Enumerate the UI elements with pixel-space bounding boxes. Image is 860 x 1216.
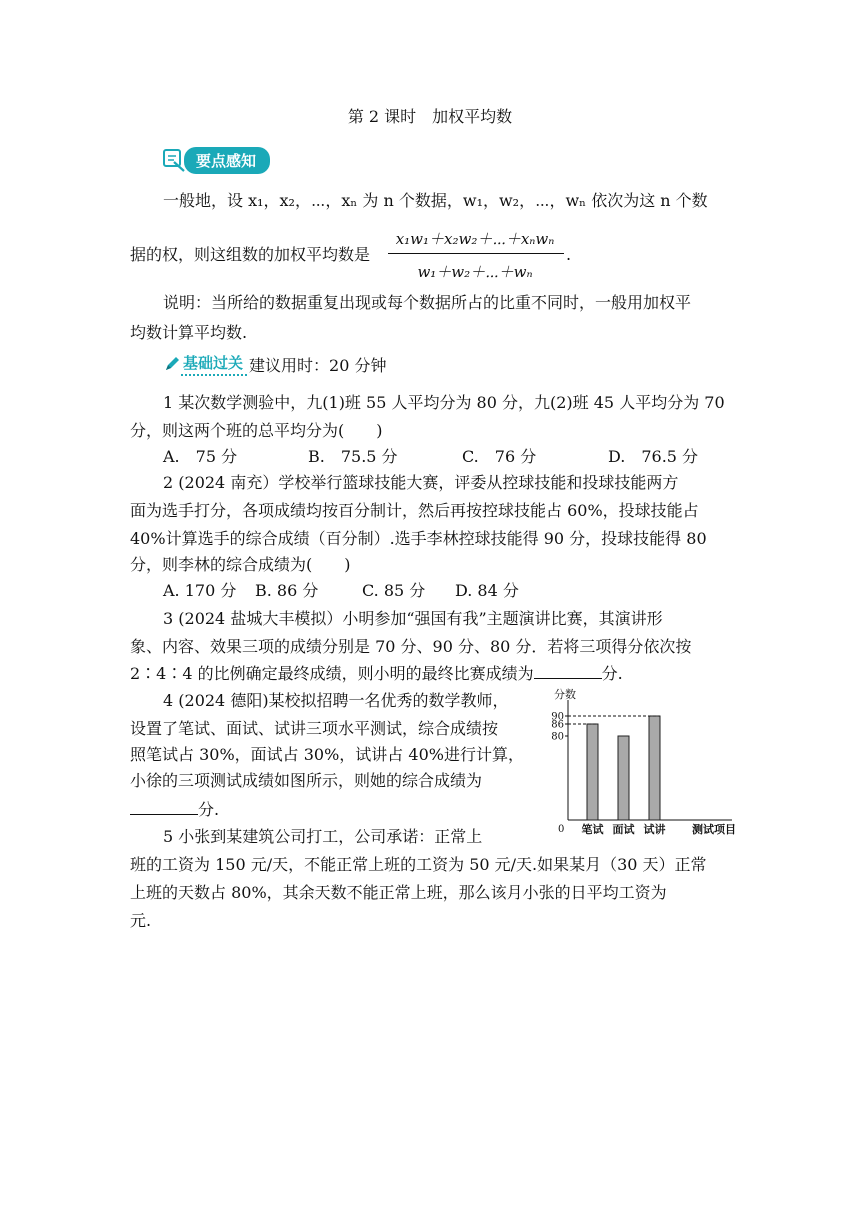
q3-answer-blank[interactable]: [534, 662, 602, 679]
y-tick-label-90: 90: [551, 711, 564, 723]
section-header-basic-practice: [163, 352, 386, 376]
q5-line-1: 5 小张到某建筑公司打工，公司承诺：正常上: [163, 827, 483, 846]
q3-line-3: [130, 662, 623, 685]
y-axis-label: 分数: [554, 688, 576, 701]
q4-answer-blank[interactable]: [130, 798, 198, 815]
x-axis-label: 测试项目: [692, 823, 736, 836]
q4-line-5: [130, 798, 219, 821]
q1-option-b: B. 75.5 分: [308, 447, 398, 466]
q2-option-c: C. 85 分: [362, 581, 426, 600]
q1-option-a: A. 75 分: [163, 447, 238, 466]
y-tick-label-80: 80: [551, 731, 564, 743]
definition-period: .: [566, 245, 572, 264]
x-tick-label-0: 笔试: [581, 823, 604, 836]
q3-line-2: 象、内容、效果三项的成绩分别是 70 分、90 分、80 分．若将三项得分依次按: [130, 637, 692, 656]
definition-line-2: 据的权，则这组数的加权平均数是: [130, 245, 371, 264]
note-line-1: 说明：当所给的数据重复出现或每个数据所占的比重不同时，一般用加权平: [163, 293, 692, 312]
note-line-2: 均数计算平均数.: [130, 323, 248, 342]
q2-option-b: B. 86 分: [255, 581, 319, 600]
q5-line-2: 班的工资为 150 元/天，不能正常上班的工资为 50 元/天.如果某月（30 天）正常: [130, 855, 707, 874]
page-title: 第 2 课时 加权平均数: [347, 107, 513, 126]
q1-line-2: 分，则这两个班的总平均分为( ): [130, 421, 383, 440]
formula-denominator: w₁＋w₂＋⋯＋wₙ: [417, 263, 533, 281]
definition-line-1: 一般地，设 x₁，x₂，⋯，xₙ 为 n 个数据，w₁，w₂，⋯，wₙ 依次为这 n 个数: [163, 191, 708, 210]
q4-unit: 分.: [198, 800, 220, 819]
q2-line-1: 2 (2024 南充）学校举行篮球技能大赛，评委从控球技能和投球技能两方: [163, 473, 679, 492]
suggested-time: 建议用时：20 分钟: [249, 355, 387, 375]
x-tick-label-1: 面试: [612, 823, 635, 836]
pencil-icon: [163, 355, 181, 373]
bar-1: [618, 736, 629, 820]
q4-line-4: 小徐的三项测试成绩如图所示，则她的综合成绩为: [130, 771, 483, 790]
q5-line-3: 上班的天数占 80%，其余天数不能正常上班，那么该月小张的日平均工资为: [130, 883, 667, 902]
section-label-key-points: 要点感知: [184, 147, 270, 174]
q4-line-2: 设置了笔试、面试、试讲三项水平测试，综合成绩按: [130, 719, 499, 738]
section-badge-key-points: [162, 146, 270, 174]
q1-line-1: 1 某次数学测验中，九(1)班 55 人平均分为 80 分，九(2)班 45 人平均分为 70: [163, 393, 725, 412]
y-tick-label-86: 86: [551, 719, 564, 731]
q3-unit: 分.: [601, 664, 623, 683]
q5-line-4: 元.: [130, 911, 152, 930]
q2-option-d: D. 84 分: [455, 581, 519, 600]
q4-line-1: 4 (2024 德阳)某校拟招聘一名优秀的数学教师，: [163, 691, 509, 710]
q3-line-1: 3 (2024 盐城大丰模拟）小明参加“强国有我”主题演讲比赛，其演讲形: [163, 609, 663, 628]
q1-option-c: C. 76 分: [462, 447, 537, 466]
score-bar-chart: [540, 686, 740, 840]
section-label-basic-practice: 基础过关: [181, 352, 247, 376]
q4-line-3: 照笔试占 30%，面试占 30%，试讲占 40%进行计算，: [130, 745, 524, 764]
x-tick-label-2: 试讲: [643, 823, 666, 836]
q2-line-4: 分，则李林的综合成绩为( ): [130, 555, 351, 574]
pushpin-icon: [162, 147, 188, 173]
q3-line-3-text: 2∶4∶4 的比例确定最终成绩，则小明的最终比赛成绩为: [130, 664, 534, 683]
fraction-bar: [388, 253, 564, 254]
bar-0: [587, 724, 598, 820]
bar-2: [649, 716, 660, 820]
formula-numerator: x₁w₁＋x₂w₂＋⋯＋xₙwₙ: [395, 230, 555, 248]
q2-line-3: 40%计算选手的综合成绩（百分制）.选手李林控球技能得 90 分，投球技能得 80: [130, 529, 707, 548]
q2-line-2: 面为选手打分，各项成绩均按百分制计，然后再按控球技能占 60%，投球技能占: [130, 501, 699, 520]
q2-option-a: A. 170 分: [163, 581, 237, 600]
origin-label: 0: [558, 824, 565, 835]
q1-option-d: D. 76.5 分: [608, 447, 699, 466]
